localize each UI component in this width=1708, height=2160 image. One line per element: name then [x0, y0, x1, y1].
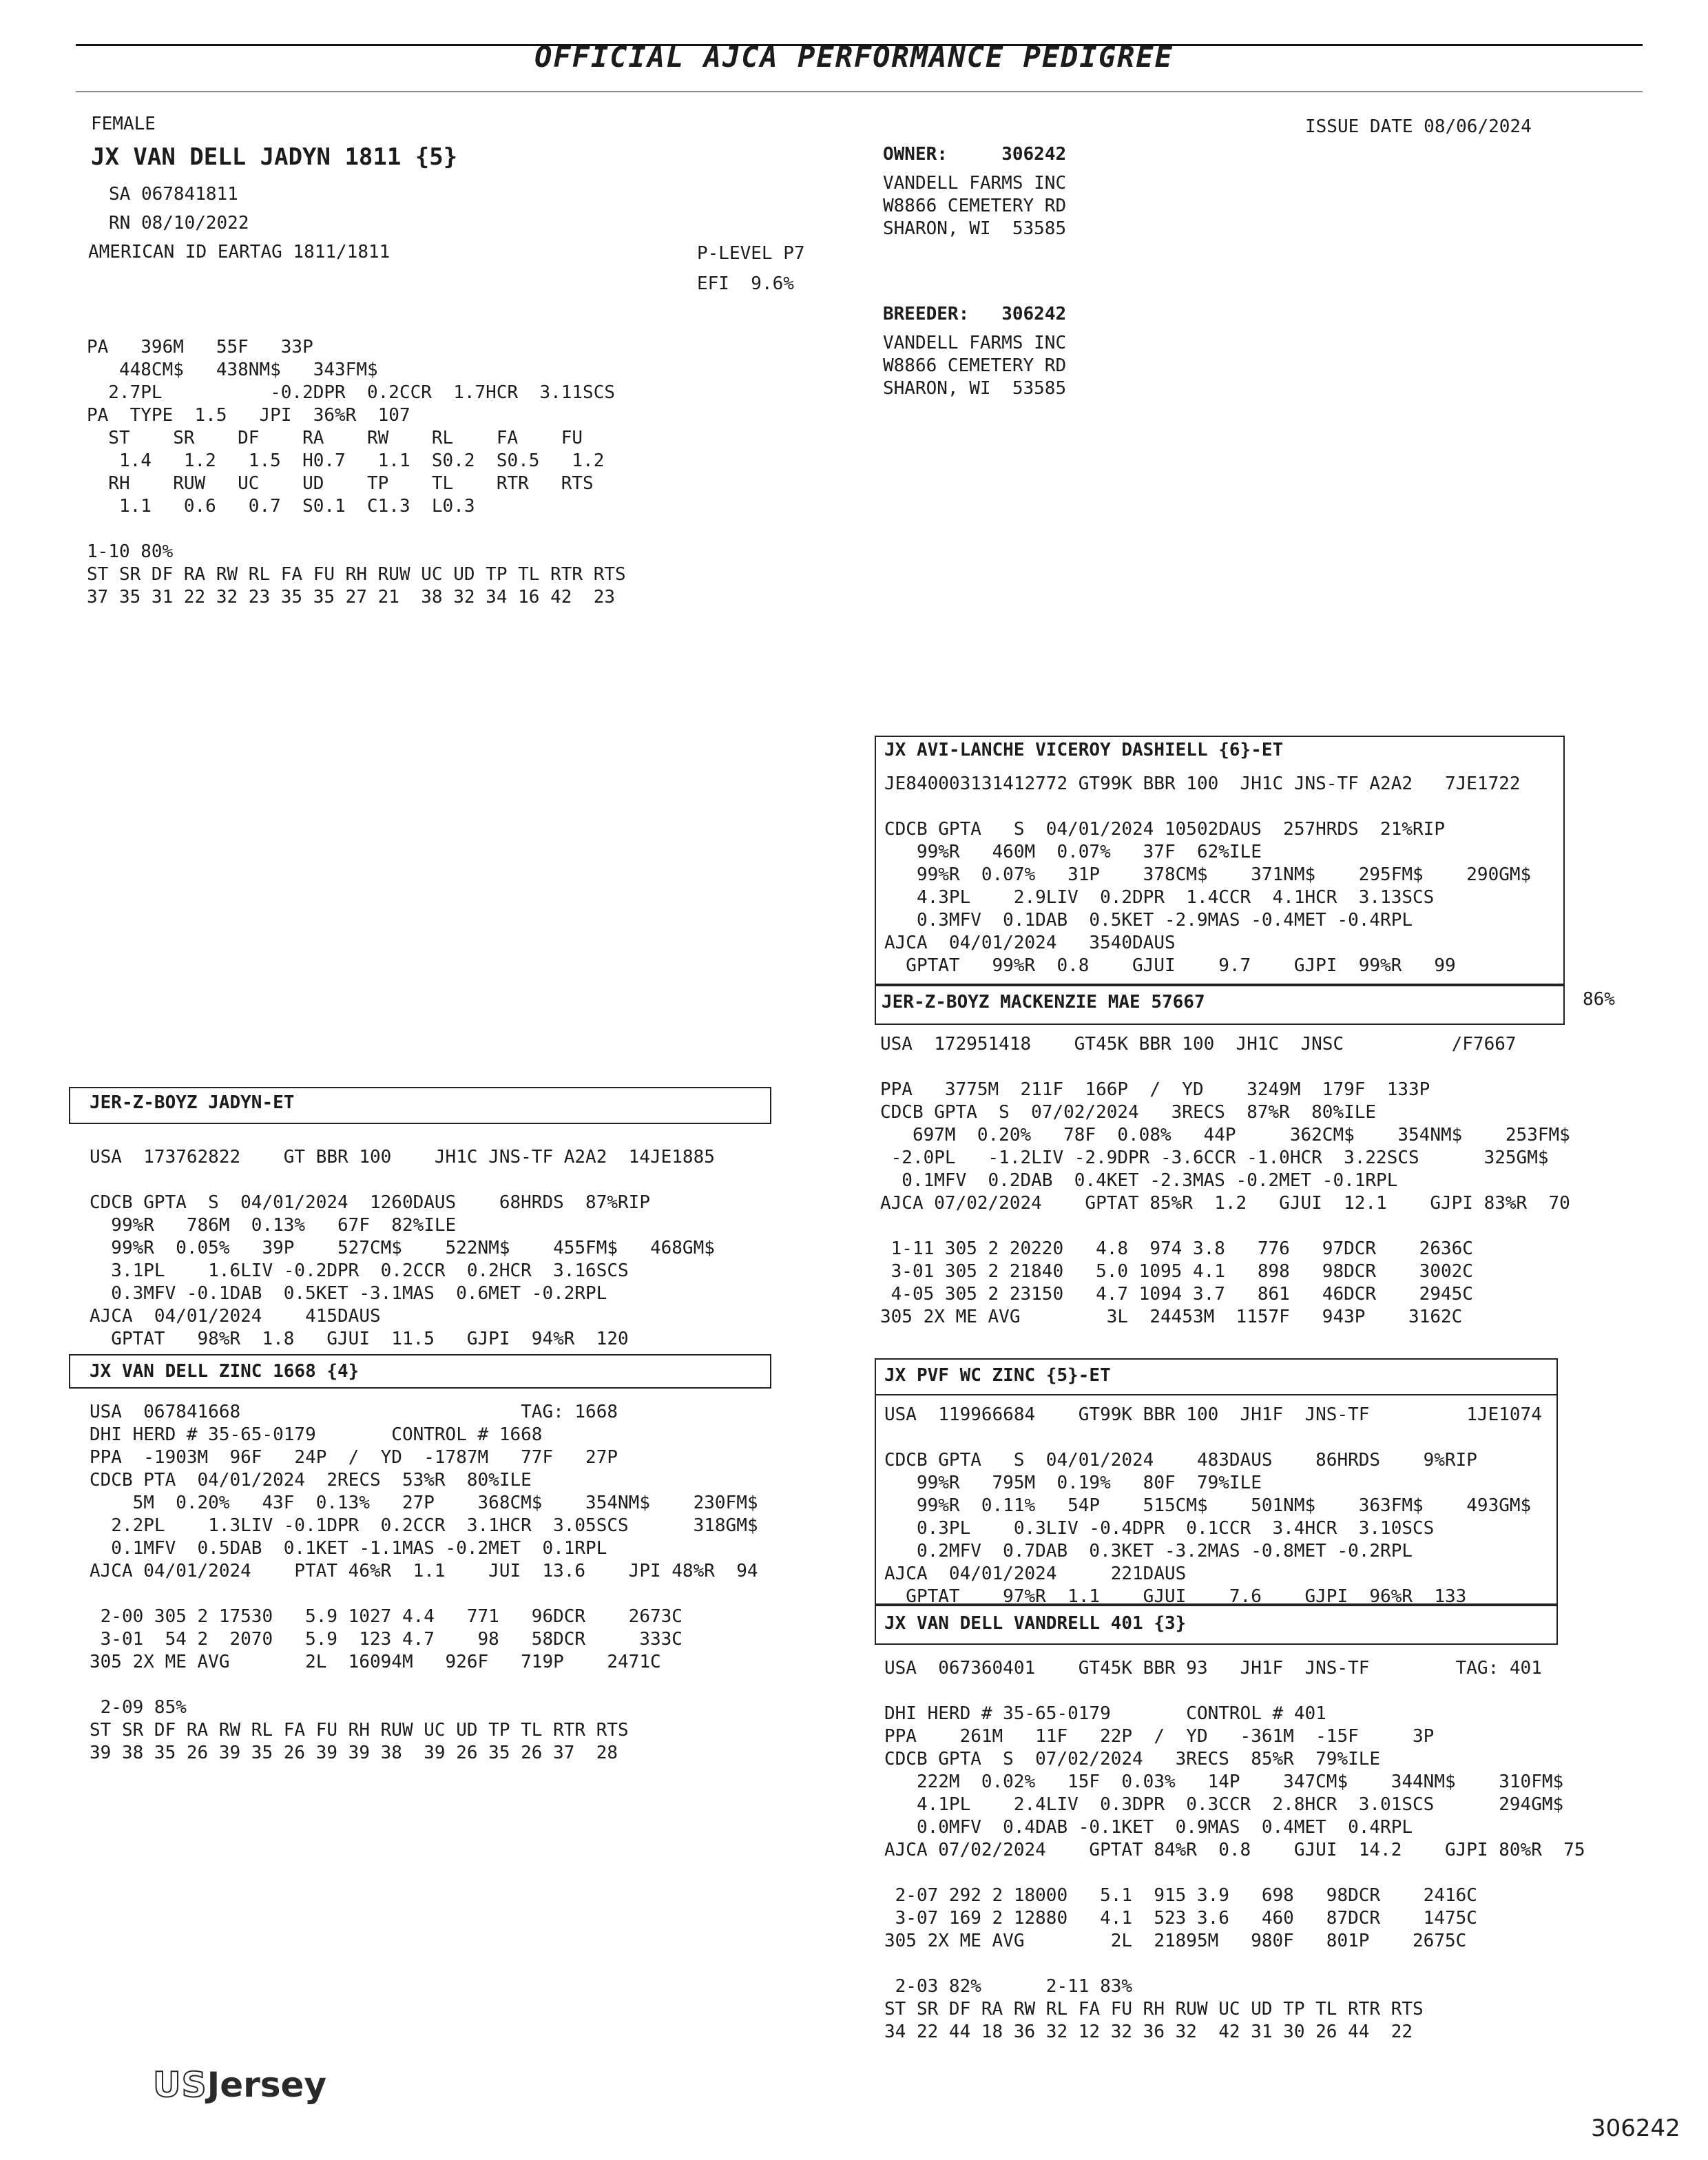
sire-dam-percent: 86%	[1583, 989, 1615, 1010]
dam-details-line-13	[90, 1674, 758, 1696]
animal-birth-date: RN 08/10/2022	[109, 213, 249, 233]
breeder-line-2: W8866 CEMETERY RD	[883, 355, 1067, 376]
dam-dam-details-line-7: 4.1PL 2.4LIV 0.3DPR 0.3CCR 2.8HCR 3.01SCS 294GM$	[884, 1794, 1564, 1815]
sire-dam-details-line-7: 0.1MFV 0.2DAB 0.4KET -2.3MAS -0.2MET -0.1RPL	[880, 1170, 1398, 1191]
sire-dam-details-line-8: AJCA 07/02/2024 GPTAT 85%R 1.2 GJUI 12.1 GJPI 83%R 70	[880, 1193, 1570, 1214]
dam-dam-details-line-13: 305 2X ME AVG 2L 21895M 980F 801P 2675C	[884, 1931, 1467, 1951]
dam-details-line-15: ST SR DF RA RW RL FA FU RH RUW UC UD TP TL RTR RTS	[90, 1720, 629, 1741]
dam-dam-details-line-5: CDCB GPTA S 07/02/2024 3RECS 85%R 79%ILE	[884, 1749, 1381, 1769]
pa-block-line-7: RH RUW UC UD TP TL RTR RTS	[87, 473, 594, 494]
breeder-block	[883, 303, 1066, 400]
sire-details-line-6: 3.1PL 1.6LIV -0.2DPR 0.2CCR 0.2HCR 3.16SCS	[90, 1260, 629, 1281]
pa-block-line-12: 37 35 31 22 32 23 35 35 27 21 38 32 34 16 42 23	[87, 587, 616, 608]
sire-sire-details-line-4: 99%R 460M 0.07% 37F 62%ILE	[884, 842, 1262, 862]
sire-dam-details-line-6: -2.0PL -1.2LIV -2.9DPR -3.6CCR -1.0HCR 3.22SCS 325GM$	[880, 1148, 1549, 1168]
sire-sire-details-line-2	[884, 796, 1531, 818]
breeder-line-1: VANDELL FARMS INC	[883, 333, 1067, 353]
pa-block-line-2: 448CM$ 438NM$ 343FM$	[87, 360, 378, 380]
animal-name: JX VAN DELL JADYN 1811 {5}	[91, 143, 458, 171]
dam-dam-details-line-3: DHI HERD # 35-65-0179 CONTROL # 401	[884, 1703, 1326, 1724]
p-level: P-LEVEL P7	[697, 243, 805, 264]
dam-sire-details-line-5: 99%R 0.11% 54P 515CM$ 501NM$ 363FM$ 493GM$	[884, 1495, 1532, 1516]
sire-sire-details-line-3: CDCB GPTA S 04/01/2024 10502DAUS 257HRDS 21%RIP	[884, 819, 1445, 840]
sire-details-line-1: USA 173762822 GT BBR 100 JH1C JNS-TF A2A2 14JE1885	[90, 1147, 715, 1167]
dam-dam-name: JX VAN DELL VANDRELL 401 {3}	[884, 1613, 1187, 1634]
owner-block	[883, 143, 1066, 240]
issue-date: ISSUE DATE 08/06/2024	[1305, 116, 1532, 137]
sire-dam-details-line-2	[880, 1056, 1570, 1079]
dam-dam-details-line-15: 2-03 82% 2-11 83%	[884, 1976, 1133, 1997]
dam-details-line-16: 39 38 35 26 39 35 26 39 39 38 39 26 35 26 37 28	[90, 1743, 618, 1763]
sire-dam-details-line-10: 1-11 305 2 20220 4.8 974 3.8 776 97DCR 2636C	[880, 1238, 1473, 1259]
sire-details-line-3: CDCB GPTA S 04/01/2024 1260DAUS 68HRDS 87%RIP	[90, 1192, 650, 1213]
dam-details-line-1: USA 067841668 TAG: 1668	[90, 1402, 618, 1422]
owner-line-3: SHARON, WI 53585	[883, 218, 1067, 239]
sire-details-line-5: 99%R 0.05% 39P 527CM$ 522NM$ 455FM$ 468GM$	[90, 1238, 715, 1258]
dam-sire-details-line-9: GPTAT 97%R 1.1 GJUI 7.6 GJPI 96%R 133	[884, 1586, 1467, 1607]
dam-details-line-12: 305 2X ME AVG 2L 16094M 926F 719P 2471C	[90, 1652, 661, 1672]
page-title: OFFICIAL AJCA PERFORMANCE PEDIGREE	[534, 40, 1174, 74]
dam-sire-details-line-2	[884, 1426, 1542, 1449]
dam-sire-details-line-7: 0.2MFV 0.7DAB 0.3KET -3.2MAS -0.8MET -0.2RPL	[884, 1541, 1413, 1561]
dam-dam-details-line-12: 3-07 169 2 12880 4.1 523 3.6 460 87DCR 1475C	[884, 1908, 1477, 1929]
sire-dam-details-line-4: CDCB GPTA S 07/02/2024 3RECS 87%R 80%ILE	[880, 1102, 1377, 1123]
sire-dam-details-line-3: PPA 3775M 211F 166P / YD 3249M 179F 133P	[880, 1079, 1430, 1100]
dam-details-line-6: 2.2PL 1.3LIV -0.1DPR 0.2CCR 3.1HCR 3.05SCS 318GM$	[90, 1515, 758, 1536]
sire-sire-details-line-8: AJCA 04/01/2024 3540DAUS	[884, 933, 1176, 953]
sire-sire-details-line-9: GPTAT 99%R 0.8 GJUI 9.7 GJPI 99%R 99	[884, 955, 1456, 976]
sire-dam-details-line-9	[880, 1215, 1570, 1238]
dam-sire-details-line-3: CDCB GPTA S 04/01/2024 483DAUS 86HRDS 9%RIP	[884, 1450, 1477, 1471]
sire-details-line-4: 99%R 786M 0.13% 67F 82%ILE	[90, 1215, 457, 1236]
pa-block-line-3: 2.7PL -0.2DPR 0.2CCR 1.7HCR 3.11SCS	[87, 382, 616, 403]
dam-details-line-2: DHI HERD # 35-65-0179 CONTROL # 1668	[90, 1424, 543, 1445]
dam-details-line-3: PPA -1903M 96F 24P / YD -1787M 77F 27P	[90, 1447, 618, 1468]
dam-sire-details	[884, 1404, 1542, 1608]
dam-details-line-5: 5M 0.20% 43F 0.13% 27P 368CM$ 354NM$ 230FM$	[90, 1493, 758, 1513]
animal-sex: FEMALE	[91, 114, 156, 134]
dam-dam-details-line-1: USA 067360401 GT45K BBR 93 JH1F JNS-TF TAG: 401	[884, 1658, 1542, 1679]
pa-block-line-6: 1.4 1.2 1.5 H0.7 1.1 S0.2 S0.5 1.2	[87, 450, 605, 471]
pa-block-line-1: PA 396M 55F 33P	[87, 337, 313, 357]
dam-details-line-7: 0.1MFV 0.5DAB 0.1KET -1.1MAS -0.2MET 0.1RPL	[90, 1538, 607, 1559]
dam-dam-details-line-16: ST SR DF RA RW RL FA FU RH RUW UC UD TP TL RTR RTS	[884, 1999, 1424, 2019]
sire-details-line-2	[90, 1169, 715, 1192]
logo-us: US	[153, 2065, 207, 2105]
usjersey-logo	[153, 2065, 326, 2105]
sire-sire-details-line-6: 4.3PL 2.9LIV 0.2DPR 1.4CCR 4.1HCR 3.13SCS	[884, 887, 1435, 908]
dam-dam-details-line-6: 222M 0.02% 15F 0.03% 14P 347CM$ 344NM$ 310FM$	[884, 1772, 1564, 1792]
breeder-line-3: SHARON, WI 53585	[883, 378, 1067, 399]
sire-dam-details-line-1: USA 172951418 GT45K BBR 100 JH1C JNSC /F7667	[880, 1034, 1517, 1055]
dam-details-line-10: 2-00 305 2 17530 5.9 1027 4.4 771 96DCR 2673C	[90, 1606, 683, 1627]
dam-details-line-9	[90, 1583, 758, 1606]
dam-sire-details-line-4: 99%R 795M 0.19% 80F 79%ILE	[884, 1473, 1262, 1493]
sire-details-line-7: 0.3MFV -0.1DAB 0.5KET -3.1MAS 0.6MET -0.2RPL	[90, 1283, 607, 1304]
dam-sire-details-line-6: 0.3PL 0.3LIV -0.4DPR 0.1CCR 3.4HCR 3.10SCS	[884, 1518, 1435, 1539]
sire-dam-name: JER-Z-BOYZ MACKENZIE MAE 57667	[882, 992, 1205, 1013]
dam-dam-details-line-8: 0.0MFV 0.4DAB -0.1KET 0.9MAS 0.4MET 0.4RPL	[884, 1817, 1413, 1838]
dam-dam-details-line-4: PPA 261M 11F 22P / YD -361M -15F 3P	[884, 1726, 1435, 1747]
breeder-heading	[883, 303, 1066, 326]
animal-reg-number: SA 067841811	[109, 184, 238, 205]
dam-details-line-8: AJCA 04/01/2024 PTAT 46%R 1.1 JUI 13.6 JPI 48%R 94	[90, 1561, 758, 1581]
sire-details	[90, 1146, 715, 1351]
owner-line-2: W8866 CEMETERY RD	[883, 196, 1067, 216]
sire-dam-details-line-11: 3-01 305 2 21840 5.0 1095 4.1 898 98DCR 3002C	[880, 1261, 1473, 1282]
owner-heading	[883, 143, 1066, 166]
logo-jersey: Jersey	[207, 2065, 327, 2105]
sire-details-line-8: AJCA 04/01/2024 415DAUS	[90, 1306, 381, 1327]
breeder-id: 306242	[1001, 304, 1067, 324]
dam-details	[90, 1401, 758, 1765]
dam-name: JX VAN DELL ZINC 1668 {4}	[90, 1361, 360, 1382]
sire-dam-details-line-5: 697M 0.20% 78F 0.08% 44P 362CM$ 354NM$ 253FM$	[880, 1125, 1570, 1145]
sire-sire-details-line-7: 0.3MFV 0.1DAB 0.5KET -2.9MAS -0.4MET -0.4RPL	[884, 910, 1413, 931]
pa-block-line-8: 1.1 0.6 0.7 S0.1 C1.3 L0.3	[87, 496, 475, 517]
pa-block-line-5: ST SR DF RA RW RL FA FU	[87, 428, 583, 448]
sire-dam-details-line-12: 4-05 305 2 23150 4.7 1094 3.7 861 46DCR 2945C	[880, 1284, 1473, 1305]
title-underline	[76, 91, 1643, 92]
sire-sire-details-line-5: 99%R 0.07% 31P 378CM$ 371NM$ 295FM$ 290GM$	[884, 864, 1532, 885]
pa-block-line-10: 1-10 80%	[87, 541, 174, 562]
animal-id-block	[88, 183, 390, 264]
sire-details-line-9: GPTAT 98%R 1.8 GJUI 11.5 GJPI 94%R 120	[90, 1329, 629, 1349]
sire-sire-details	[884, 773, 1531, 977]
dam-sire-name: JX PVF WC ZINC {5}-ET	[884, 1365, 1111, 1386]
efi: EFI 9.6%	[697, 273, 794, 294]
dam-dam-details-line-14	[884, 1953, 1585, 1975]
pa-block-line-4: PA TYPE 1.5 JPI 36%R 107	[87, 405, 410, 426]
dam-dam-details-line-9: AJCA 07/02/2024 GPTAT 84%R 0.8 GJUI 14.2 GJPI 80%R 75	[884, 1840, 1585, 1860]
sire-name: JER-Z-BOYZ JADYN-ET	[90, 1092, 295, 1113]
sire-dam-details-line-13: 305 2X ME AVG 3L 24453M 1157F 943P 3162C	[880, 1307, 1463, 1327]
owner-label: OWNER:	[883, 144, 948, 165]
sire-sire-details-line-1: JE840003131412772 GT99K BBR 100 JH1C JNS-TF A2A2 7JE1722	[884, 773, 1521, 794]
breeder-label: BREEDER:	[883, 304, 970, 324]
page-id: 306242	[1591, 2115, 1680, 2142]
owner-line-1: VANDELL FARMS INC	[883, 173, 1067, 194]
pa-block-line-9	[87, 518, 626, 541]
dam-sire-details-line-8: AJCA 04/01/2024 221DAUS	[884, 1564, 1187, 1584]
dam-sire-details-line-1: USA 119966684 GT99K BBR 100 JH1F JNS-TF 1JE1074	[884, 1404, 1542, 1425]
dam-dam-details-line-11: 2-07 292 2 18000 5.1 915 3.9 698 98DCR 2416C	[884, 1885, 1477, 1906]
dam-details-line-14: 2-09 85%	[90, 1697, 187, 1718]
dam-details-line-4: CDCB PTA 04/01/2024 2RECS 53%R 80%ILE	[90, 1470, 532, 1491]
sire-sire-name: JX AVI-LANCHE VICEROY DASHIELL {6}-ET	[884, 740, 1284, 760]
dam-dam-details-line-17: 34 22 44 18 36 32 12 32 36 32 42 31 30 26 44 22	[884, 2022, 1413, 2042]
owner-id: 306242	[1001, 144, 1067, 165]
dam-dam-details	[884, 1657, 1585, 2044]
dam-dam-details-line-10	[884, 1862, 1585, 1884]
dam-details-line-11: 3-01 54 2 2070 5.9 123 4.7 98 58DCR 333C	[90, 1629, 683, 1650]
dam-dam-details-line-2	[884, 1680, 1585, 1703]
pa-block-line-11: ST SR DF RA RW RL FA FU RH RUW UC UD TP TL RTR RTS	[87, 564, 626, 585]
pa-block	[87, 336, 626, 609]
animal-eartag: AMERICAN ID EARTAG 1811/1811	[88, 242, 390, 262]
sire-dam-details	[880, 1033, 1570, 1329]
